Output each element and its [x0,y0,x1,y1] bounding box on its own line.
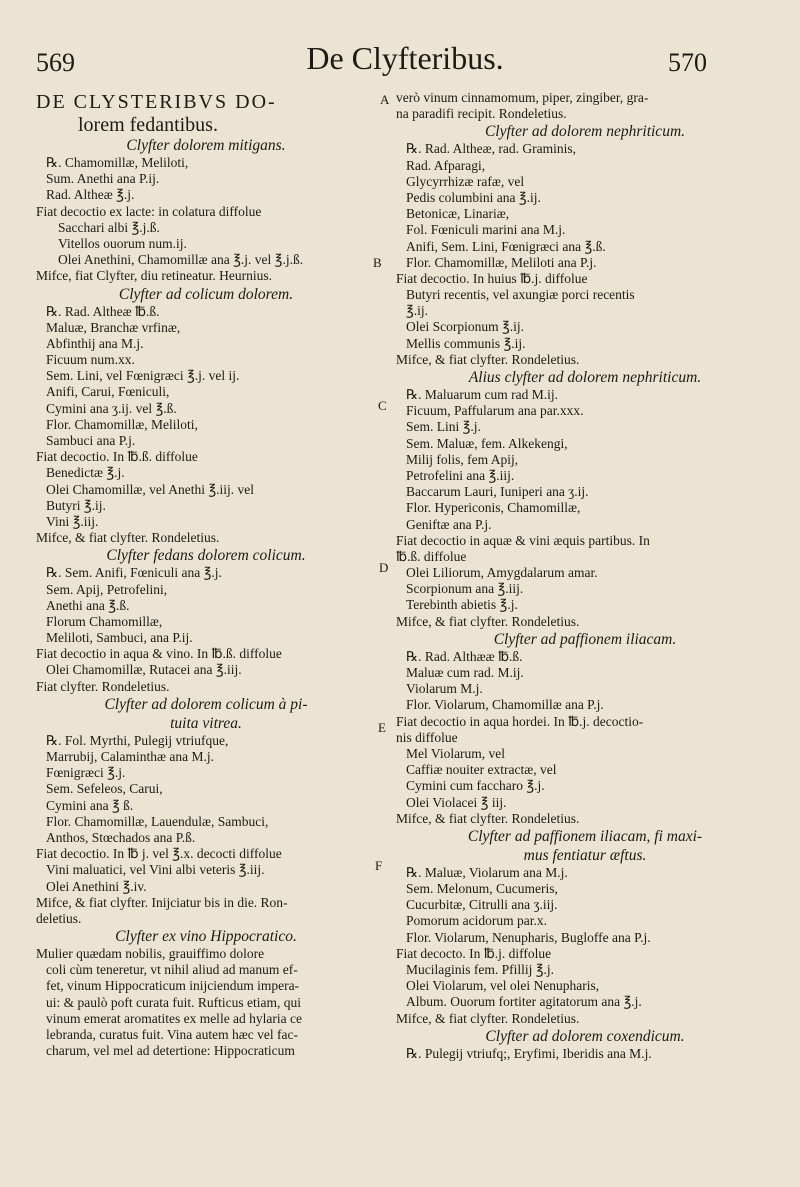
right-column-text-line: Mellis communis ℥.ij. [406,335,526,351]
left-column-heading-line: Clyfter ad colicum dolorem. [118,285,294,303]
margin-letter-f: F [375,858,383,873]
right-column-text-line: Sem. Lini ℥.j. [406,419,481,435]
right-column-text-line: Milij folis, fem Apij, [406,451,519,467]
right-column-text-line: Flor. Chamomillæ, Meliloti ana P.j. [406,254,597,270]
right-column-text-line: Pomorum acidorum par.x. [406,913,547,929]
running-header [0,40,800,90]
left-column-text-line: Anthos, Stœchados ana P.ß. [46,829,196,845]
right-column-text-line: ℞. Maluarum cum rad M.ij. [406,387,558,402]
left-column-text-line: Sem. Sefeleos, Carui, [46,781,163,797]
left-column-text-line: Vini maluatici, vel Vini albi veteris ℥.iij. [46,862,265,878]
left-column-text-line: ℞. Rad. Altheæ ℔.ß. [46,303,160,319]
left-column-text-line: fet, vinum Hippocraticum inijciendum impera- [46,978,300,994]
right-column-text-line: Geniftæ ana P.j. [406,516,492,532]
right-column-text-line: ℔.ß. diffolue [396,548,467,564]
right-column-text-line: Mifce, & fiat clyfter. Rondeletius. [396,1010,580,1026]
left-column-text-line: Marrubij, Calaminthæ ana M.j. [46,749,214,764]
right-column-text-line: verò vinum cinnamomum, piper, zingiber, gra- [396,90,649,105]
left-column-text-line: Flor. Chamomillæ, Meliloti, [46,416,198,432]
right-column-heading-line: mus fentiatur æftus. [523,846,647,864]
left-column-text-line: Meliloti, Sambuci, ana P.ij. [46,630,193,646]
right-column-text-line: Scorpionum ana ℥.iij. [406,581,524,597]
left-column-text-line: vinum emerat aromatites ex melle ad hylaria ce [46,1010,303,1026]
left-column-text-line: deletius. [36,910,82,926]
right-column-text-line: nis diffolue [396,729,458,745]
left-column-heading-line: Clyfter ad dolorem colicum à pi- [104,695,308,713]
left-column-text-line: Fiat decoctio ex lacte: in colatura diffolue [36,203,262,219]
right-column-text-line: Sem. Melonum, Cucumeris, [406,881,558,897]
right-column-text-line: Baccarum Lauri, Iuniperi ana ʒ.ij. [406,484,589,500]
right-column-text-line: Olei Violacei ℥ iij. [406,794,507,810]
left-column [36,90,376,1059]
right-column-text-line: Petrofelini ana ℥.iij. [406,467,515,483]
right-column-text-line: Mifce, & fiat clyfter. Rondeletius. [396,351,580,367]
right-column-text-line: ℥.ij. [406,303,429,319]
left-column-text-line: Vitellos ouorum num.ij. [58,235,187,251]
left-column-text-line: Vini ℥.iij. [46,513,99,529]
left-column-text-line: Ficuum num.xx. [46,352,135,368]
right-column-text-line: Anifi, Sem. Lini, Fœnigræci ana ℥.ß. [406,238,606,254]
right-column-text-line: Ficuum, Paffularum ana par.xxx. [406,403,584,419]
left-column-text-line: Benedictæ ℥.j. [46,465,125,481]
margin-letter-d: D [379,560,389,575]
left-column-text-line: Florum Chamomillæ, [46,613,163,629]
right-column [396,90,774,1062]
right-column-text-line: Butyri recentis, vel axungiæ porci recentis [406,287,635,303]
left-column-text-line: Fiat decoctio in aqua & vino. In ℔.ß. diffolue [36,646,282,662]
left-column-text-line: ui: & paulò poft curata fuit. Rufticus etiam, qui [46,994,301,1010]
right-column-text-line: Cymini cum faccharo ℥.j. [406,778,545,794]
left-column-heading-line: Clyfter ex vino Hippocratico. [115,928,297,946]
left-column-text-line: Fœnigræci ℥.j. [46,765,126,781]
right-column-text-line: Caffiæ nouiter extractæ, vel [406,762,557,778]
right-column-text-line: Terebinth abietis ℥.j. [406,597,518,613]
right-column-text-line: ℞. Rad. Althææ ℔.ß. [406,648,523,664]
right-column-text-line: Fiat decocto. In ℔.j. diffolue [396,945,552,961]
right-column-text-line: Fiat decoctio in aqua hordei. In ℔.j. decoctio- [396,713,644,729]
running-title: De Clyfteribus. [306,40,504,76]
left-column-text-line: Abfinthij ana M.j. [46,335,144,351]
right-column-heading-line: Clyfter ad paffionem iliacam, fi maxi- [467,827,703,845]
left-column-text-line: coli cùm teneretur, vt nihil aliud ad manum ef- [46,962,298,978]
right-column-heading-line: Clyfter ad paffionem iliacam. [493,630,677,648]
right-column-text-line: Mifce, & fiat clyfter. Rondeletius. [396,810,580,826]
right-column-text-line: Fiat decoctio in aquæ & vini æquis partibus. In [396,532,650,548]
right-column-text-line: Flor. Hypericonis, Chamomillæ, [406,500,581,516]
left-column-text-line: Maluæ, Branchæ vrfinæ, [46,319,181,335]
right-column-text-line: Sem. Maluæ, fem. Alkekengi, [406,435,568,451]
right-column-text-line: Maluæ cum rad. M.ij. [406,665,524,680]
left-column-text-line: Sambuci ana P.j. [46,433,136,448]
right-column-heading-line: Clyfter ad dolorem coxendicum. [485,1027,685,1045]
left-column-text-line: Sacchari albi ℥.j.ß. [58,219,160,235]
left-column-text-line: Mulier quædam nobilis, grauiffimo dolore [36,946,265,962]
right-column-text-line: Mucilaginis fem. Pfillij ℥.j. [406,962,555,977]
left-column-text-line: Fiat clyfter. Rondeletius. [36,678,170,694]
margin-letter-b: B [373,255,382,270]
right-column-text-line: Mel Violarum, vel [406,745,506,761]
right-column-text-line: Mifce, & fiat clyfter. Rondeletius. [396,613,580,629]
right-column-text-line: ℞. Maluæ, Violarum ana M.j. [406,864,568,880]
left-column-text-line: Sum. Anethi ana P.ij. [46,171,160,187]
left-column-text-line: ℞. Fol. Myrthi, Pulegij vtriufque, [46,732,229,748]
left-column-text-line: Olei Anethini ℥.iv. [46,878,147,894]
right-column-text-line: na paradifi recipit. Rondeletius. [396,106,567,122]
left-column-text-line: lebranda, curatus fuit. Vina autem hæc vel fac- [46,1027,298,1042]
left-column-text-line: Olei Chamomillæ, vel Anethi ℥.iij. vel [46,481,255,497]
page-number-right: 570 [668,48,707,77]
margin-letter-a: A [380,92,390,107]
right-column-text-line: Flor. Violarum, Chamomillæ ana P.j. [406,697,604,713]
right-column-text-line: ℞. Rad. Altheæ, rad. Graminis, [406,141,576,157]
left-column-text-line: Cymini ana ℥ ß. [46,797,134,813]
right-column-text-line: Olei Violarum, vel olei Nenupharis, [406,978,600,994]
left-column-text-line: Olei Chamomillæ, Rutacei ana ℥.iij. [46,662,242,678]
margin-letter-c: C [378,398,387,413]
right-column-text-line: Album. Ouorum fortiter agitatorum ana ℥.j. [406,994,642,1010]
right-column-text-line: Pedis columbini ana ℥.ij. [406,189,541,205]
left-column-text-line: Anifi, Carui, Fœniculi, [46,384,170,400]
right-column-text-line: Olei Liliorum, Amygdalarum amar. [406,565,598,581]
right-column-text-line: Cucurbitæ, Citrulli ana ʒ.iij. [406,897,558,913]
left-column-text-line: Flor. Chamomillæ, Lauendulæ, Sambuci, [46,813,269,829]
right-column-text-line: Olei Scorpionum ℥.ij. [406,319,525,335]
left-column-heading-line: tuita vitrea. [170,714,242,732]
right-column-heading-line: Clyfter ad dolorem nephriticum. [484,123,686,141]
left-column-text-line: DE CLYSTERIBVS DO- [36,91,277,113]
page-number-left: 569 [36,48,75,77]
left-column-text-line: Sem. Apij, Petrofelini, [46,581,168,597]
margin-letter-e: E [378,720,386,735]
left-column-text-line: Cymini ana ʒ.ij. vel ℥.ß. [46,400,177,416]
right-column-text-line: Betonicæ, Linariæ, [406,206,510,222]
right-column-text-line: ℞. Pulegij vtriufq;, Eryfimi, Iberidis ana M.j. [406,1045,652,1061]
left-column-heading-line: Clyfter fedans dolorem colicum. [106,547,306,565]
left-column-text-line: Fiat decoctio. In ℔ j. vel ℥.x. decocti diffolue [36,846,282,862]
left-column-text-line: Anethi ana ℥.ß. [46,597,130,613]
right-column-text-line: Glycyrrhizæ rafæ, vel [406,173,525,189]
right-column-text-line: Rad. Afparagi, [406,157,486,173]
right-column-text-line: Fol. Fœniculi marini ana M.j. [406,222,566,238]
left-column-text-line: Fiat decoctio. In ℔.ß. diffolue [36,449,198,465]
left-column-text-line: Olei Anethini, Chamomillæ ana ℥.j. vel ℥.j.ß. [58,252,304,268]
left-column-text-line: Rad. Altheæ ℥.j. [46,187,135,203]
left-column-heading-line: Clyfter dolorem mitigans. [126,137,286,154]
right-column-heading-line: Alius clyfter ad dolorem nephriticum. [468,369,702,386]
left-column-text-line: ℞. Chamomillæ, Meliloti, [46,155,189,170]
right-column-text-line: Violarum M.j. [406,681,483,697]
right-column-text-line: Flor. Violarum, Nenupharis, Bugloffe ana P.j. [406,929,651,945]
left-column-text-line: ℞. Sem. Anifi, Fœniculi ana ℥.j. [46,565,222,581]
left-column-text-line: Butyri ℥.ij. [46,497,106,513]
left-column-text-line: Mifce, & fiat clyfter. Rondeletius. [36,530,220,546]
left-column-text-line: Mifce, & fiat clyfter. Inijciatur bis in die. Ron- [36,894,288,910]
left-column-text-line: charum, vel mel ad detertione: Hippocraticum [46,1043,295,1059]
left-column-text-line: Sem. Lini, vel Fœnigræci ℥.j. vel ij. [46,368,240,384]
left-column-text-line: lorem fedantibus. [78,114,218,136]
right-column-text-line: Fiat decoctio. In huius ℔.j. diffolue [396,270,588,286]
left-column-text-line: Mifce, fiat Clyfter, diu retineatur. Heurnius. [36,268,273,284]
